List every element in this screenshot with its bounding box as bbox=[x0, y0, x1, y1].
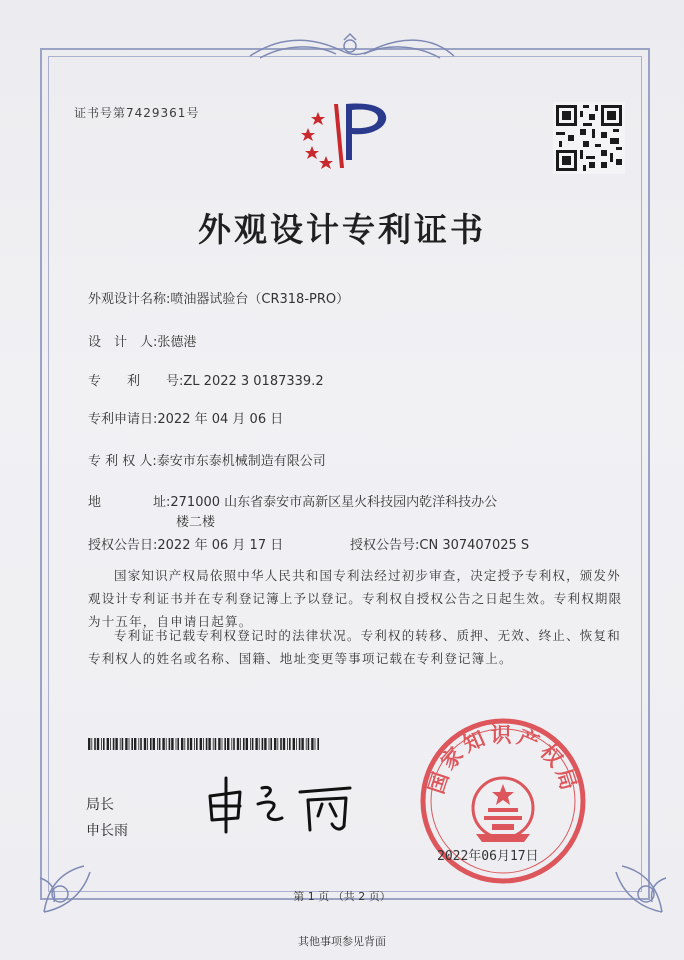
address-value-line1: 271000 山东省泰安市高新区星火科技园内乾洋科技办公 bbox=[170, 495, 498, 510]
barcode-bar bbox=[269, 738, 270, 750]
seal-text: 国家知识产权局 bbox=[424, 723, 582, 797]
barcode-bar bbox=[213, 738, 214, 750]
barcode-bar bbox=[97, 738, 99, 750]
barcode-bar bbox=[255, 738, 257, 750]
barcode-bar bbox=[159, 738, 161, 750]
barcode-bar bbox=[240, 738, 241, 750]
barcode-bar bbox=[91, 738, 92, 750]
patentee-row bbox=[88, 450, 326, 469]
address-label: 地 址: bbox=[88, 495, 171, 510]
barcode-bar bbox=[134, 738, 136, 750]
page-title: 外观设计专利证书 bbox=[198, 210, 486, 249]
barcode-bar bbox=[237, 738, 239, 750]
barcode-bar bbox=[194, 738, 195, 750]
barcode-bar bbox=[125, 738, 127, 750]
barcode-bar bbox=[252, 738, 254, 750]
barcode-bar bbox=[222, 738, 223, 750]
grant-date-label: 授权公告日: bbox=[88, 538, 158, 553]
patent-number-label: 专 利 号: bbox=[88, 374, 184, 389]
barcode-bar bbox=[122, 738, 124, 750]
grant-date-value: 2022 年 06 月 17 日 bbox=[157, 538, 284, 553]
barcode-bar bbox=[218, 738, 220, 750]
seal-date: 2022年06月17日 bbox=[437, 849, 539, 864]
barcode-bar bbox=[120, 738, 121, 750]
barcode-bar bbox=[206, 738, 208, 750]
patentee-label: 专 利 权 人: bbox=[88, 454, 157, 469]
barcode-bar bbox=[264, 738, 266, 750]
barcode-bar bbox=[231, 738, 232, 750]
barcode-bar bbox=[246, 738, 248, 750]
top-ornament bbox=[240, 32, 460, 66]
designer-label: 设 计 人: bbox=[88, 335, 158, 350]
page-footer: 第 1 页 （共 2 页） bbox=[293, 890, 391, 903]
barcode-bar bbox=[131, 738, 133, 750]
barcode-bar bbox=[94, 738, 96, 750]
barcode-bar bbox=[277, 738, 278, 750]
address-value-line2: 楼二楼 bbox=[176, 515, 216, 530]
barcode-bar bbox=[138, 738, 139, 750]
barcode-bar bbox=[107, 738, 109, 750]
cnipa-logo-icon bbox=[296, 98, 392, 174]
barcode-bar bbox=[169, 738, 171, 750]
barcode-bar bbox=[262, 738, 264, 750]
certificate-number: 证书号第7429361号 bbox=[74, 106, 200, 120]
patent-number-value: ZL 2022 3 0187339.2 bbox=[183, 374, 324, 389]
body-paragraph-1: 国家知识产权局依照中华人民共和国专利法经过初步审查，决定授予专利权，颁发外观设计专利证书并在专利登记簿上予以登记。专利权自授权公告之日起生效。专利权期限为十五年，自申请日起算。 bbox=[88, 568, 623, 629]
barcode-bar bbox=[115, 738, 117, 750]
bottom-right-ornament bbox=[588, 838, 668, 918]
design-name-label: 外观设计名称: bbox=[88, 292, 171, 307]
barcode-bar bbox=[215, 738, 217, 750]
grant-number-row bbox=[350, 534, 529, 553]
director-name: 申长雨 bbox=[86, 823, 128, 839]
grant-number-label: 授权公告号: bbox=[350, 538, 420, 553]
application-date-label: 专利申请日: bbox=[88, 412, 158, 427]
barcode-bar bbox=[113, 738, 115, 750]
barcode-bar bbox=[274, 738, 276, 750]
barcode-bar bbox=[110, 738, 111, 750]
barcode-bar bbox=[283, 738, 285, 750]
barcode-bar bbox=[129, 738, 130, 750]
barcode-bar bbox=[250, 738, 251, 750]
design-name-row bbox=[88, 288, 349, 307]
barcode-bar bbox=[88, 738, 90, 750]
barcode-bar bbox=[311, 738, 313, 750]
barcode-bar bbox=[287, 738, 288, 750]
barcode-bar bbox=[162, 738, 164, 750]
grant-number-value: CN 307407025 S bbox=[419, 538, 530, 553]
barcode-bar bbox=[166, 738, 167, 750]
barcode-bar bbox=[315, 738, 316, 750]
grant-date-row bbox=[88, 534, 283, 553]
barcode-bar bbox=[308, 738, 310, 750]
barcode-bar bbox=[187, 738, 189, 750]
barcode-bar bbox=[293, 738, 295, 750]
barcode-bar bbox=[181, 738, 183, 750]
barcode-bar bbox=[144, 738, 146, 750]
bottom-left-ornament bbox=[38, 838, 118, 918]
barcode-bar bbox=[200, 738, 202, 750]
bottom-note: 其他事项参见背面 bbox=[298, 935, 386, 948]
barcode-bar bbox=[157, 738, 158, 750]
barcode-bar bbox=[270, 738, 272, 750]
barcode-bar bbox=[208, 738, 210, 750]
barcode-bar bbox=[299, 738, 301, 750]
barcode-bar bbox=[176, 738, 177, 750]
qr-code bbox=[553, 102, 625, 174]
patentee-value: 泰安市东泰机械制造有限公司 bbox=[156, 454, 326, 469]
design-name-value: 喷油器试验台（CR318-PRO） bbox=[170, 292, 350, 307]
barcode-bar bbox=[103, 738, 105, 750]
barcode-bar bbox=[233, 738, 235, 750]
barcode-bar bbox=[224, 738, 226, 750]
barcode-bar bbox=[203, 738, 204, 750]
designer-row bbox=[88, 331, 196, 350]
application-date-value: 2022 年 04 月 06 日 bbox=[157, 412, 284, 427]
barcode-bar bbox=[259, 738, 260, 750]
barcode-bar bbox=[317, 738, 319, 750]
barcode-bar bbox=[184, 738, 185, 750]
designer-value: 张德港 bbox=[157, 335, 197, 350]
director-title: 局长 bbox=[86, 797, 114, 813]
patent-number-row bbox=[88, 370, 324, 389]
application-date-row bbox=[88, 408, 283, 427]
barcode-bar bbox=[243, 738, 245, 750]
barcode-bar bbox=[140, 738, 142, 750]
handwritten-signature bbox=[200, 770, 360, 840]
barcode-bar bbox=[147, 738, 148, 750]
barcode-bar bbox=[280, 738, 282, 750]
barcode-bar bbox=[227, 738, 229, 750]
barcode-bar bbox=[289, 738, 291, 750]
address-row bbox=[88, 491, 497, 510]
barcode-bar bbox=[153, 738, 155, 750]
barcode-bar bbox=[101, 738, 102, 750]
barcode bbox=[88, 738, 320, 750]
barcode-bar bbox=[306, 738, 307, 750]
barcode-bar bbox=[196, 738, 198, 750]
barcode-bar bbox=[301, 738, 303, 750]
barcode-bar bbox=[171, 738, 173, 750]
barcode-bar bbox=[296, 738, 297, 750]
body-paragraph-2: 专利证书记载专利权登记时的法律状况。专利权的转移、质押、无效、终止、恢复和专利权人的姓名或名称、国籍、地址变更等事项记载在专利登记簿上。 bbox=[88, 628, 621, 666]
barcode-bar bbox=[190, 738, 192, 750]
barcode-bar bbox=[150, 738, 152, 750]
barcode-bar bbox=[177, 738, 179, 750]
